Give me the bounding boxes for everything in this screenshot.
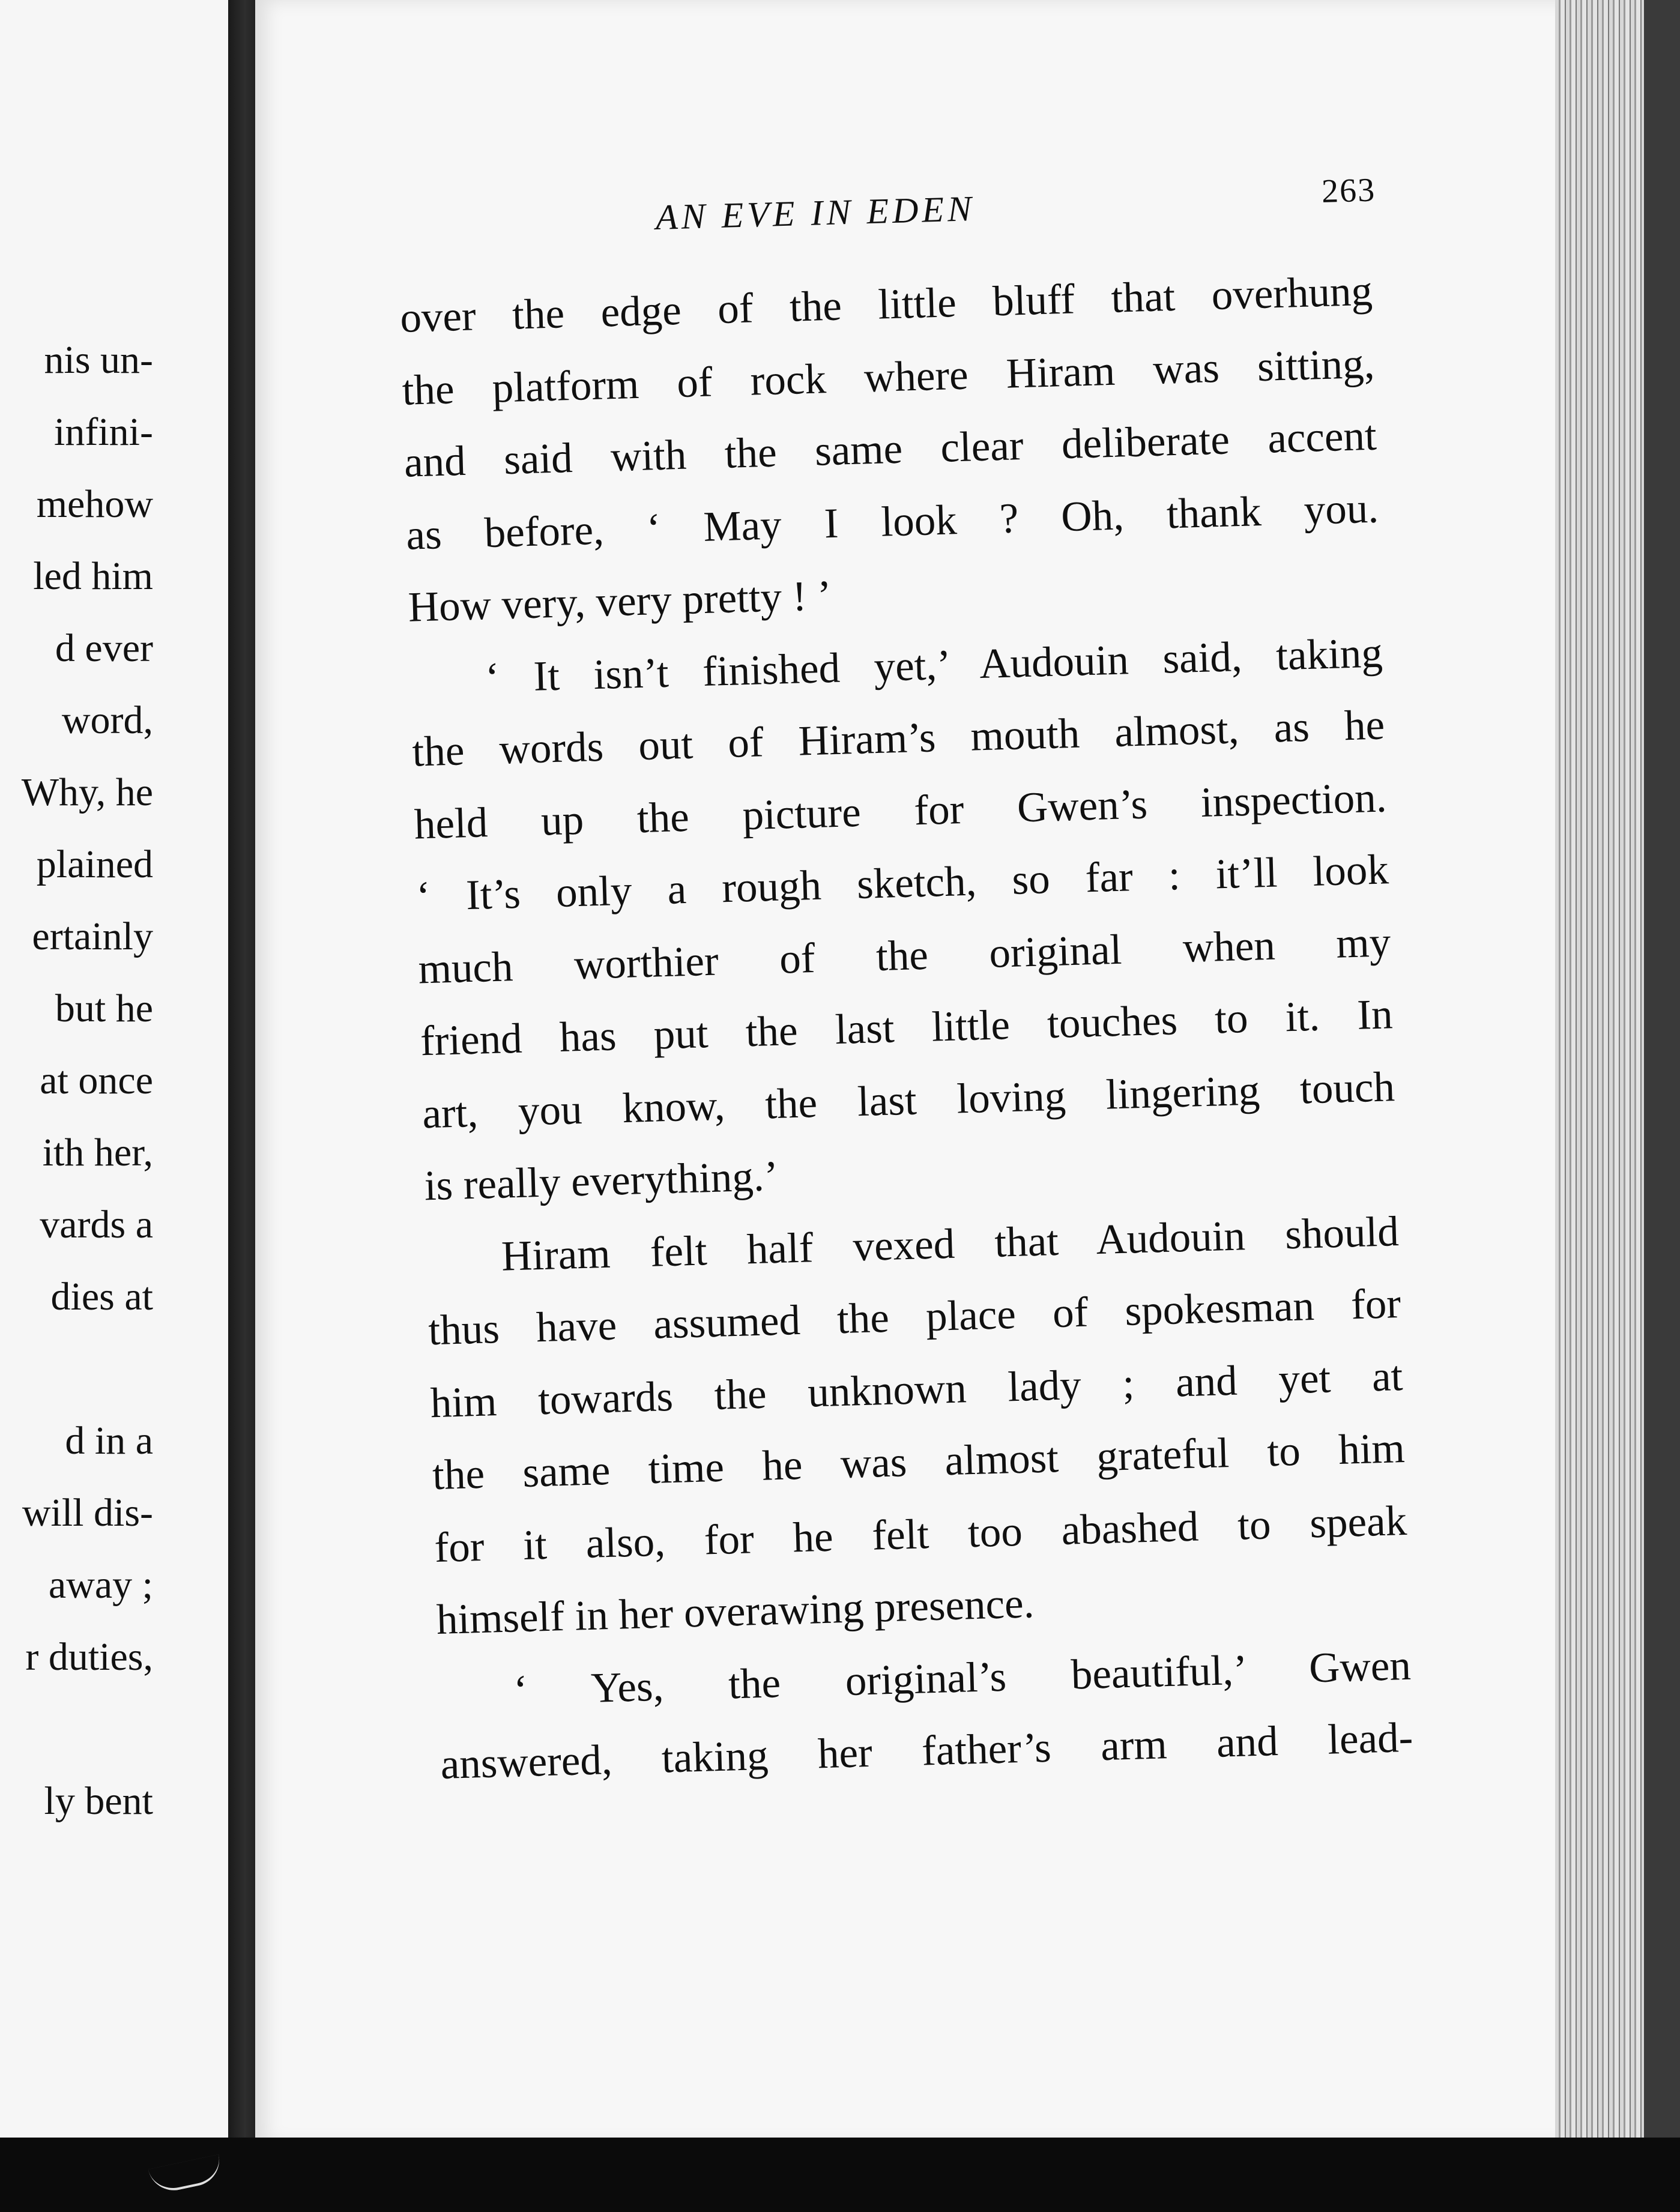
text-line: thus have assumed the place of spokesman for [428,1280,1401,1355]
left-line: away ; [48,1563,153,1607]
text-line: art, you know, the last loving lingering touch [422,1063,1395,1137]
left-page-text [0,324,153,1837]
left-line: dies at [50,1275,153,1319]
text-line: is really everything.’ [423,1152,779,1210]
page-edges [1555,0,1680,2212]
text-line: the words out of Hiram’s mouth almost, as he [411,701,1386,776]
left-line-blank [0,1333,153,1405]
text-line: the same time he was almost grateful to him [432,1424,1406,1499]
body-text [399,255,1414,1801]
text-line: answered, taking her father’s arm and lead- [440,1714,1414,1788]
text-line: ‘ Yes, the original’s beautiful,’ Gwen [513,1642,1412,1714]
left-line: ertainly [32,914,153,958]
left-line: at once [40,1059,153,1102]
left-line: vards a [40,1203,153,1247]
left-line: ith her, [42,1131,153,1174]
text-line: for it also, for he felt too abashed to speak [434,1497,1408,1571]
text-line: himself in her overawing presence. [435,1580,1035,1644]
text-line: as before, ‘ May I look ? Oh, thank you. [405,485,1379,559]
text-line: over the edge of the little bluff that overhung [399,267,1373,342]
left-page [0,0,241,2138]
left-line: led him [33,554,153,598]
left-line: ly bent [44,1779,153,1823]
left-line: Why, he [21,770,153,814]
text-line: held up the picture for Gwen’s inspection. [413,773,1388,848]
text-line: the platform of rock where Hiram was sitting, [401,340,1376,414]
text-line: Hiram felt half vexed that Audouin should [501,1207,1400,1280]
text-line: friend has put the last little touches to it. In [419,991,1394,1065]
text-line: How very, very pretty ! ’ [407,572,832,631]
text-line: ‘ It isn’t finished yet,’ Audouin said, taking [485,629,1383,701]
text-line: ‘ It’s only a rough sketch, so far : it’ll look [415,846,1389,920]
text-line: and said with the same clear deliberate accent [403,412,1377,486]
left-line: nis un- [44,338,153,382]
left-line: plained [36,842,153,886]
left-line: infini- [54,410,153,454]
text-line: much worthier of the original when my [417,918,1392,993]
left-line: mehow [36,482,153,526]
book-cover-edge [1644,0,1680,2212]
running-title: AN EVE IN EDEN [654,189,976,237]
right-page-text-block [396,153,1414,1801]
left-line: but he [55,987,153,1030]
left-line: d in a [65,1419,153,1463]
left-line: r duties, [25,1635,153,1679]
text-line: him towards the unknown lady ; and yet at [429,1352,1404,1427]
left-line: word, [61,698,153,742]
left-line: will dis- [22,1491,153,1535]
left-line-blank [0,1693,153,1765]
scan-bottom-edge [0,2138,1680,2212]
left-line: d ever [55,626,153,670]
page-number: 263 [1321,171,1376,210]
